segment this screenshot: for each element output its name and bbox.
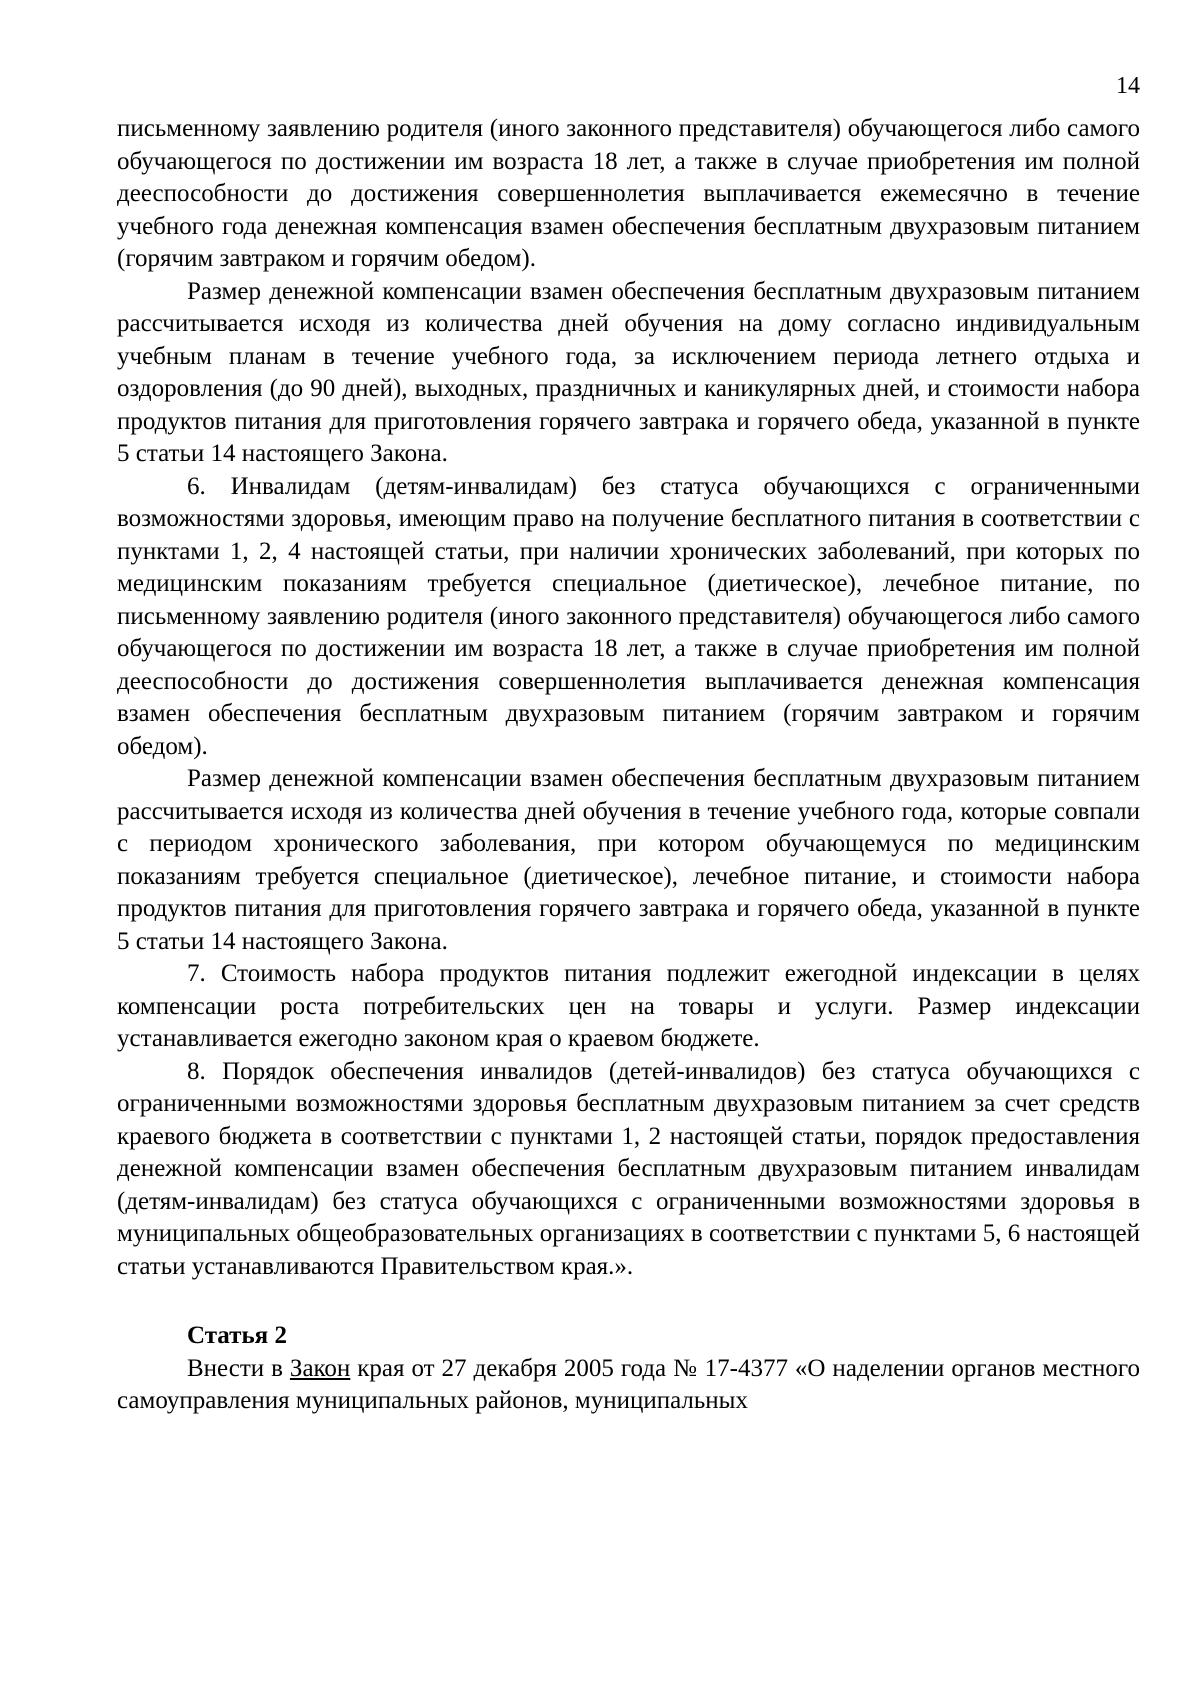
page-number: 14: [1116, 73, 1140, 99]
paragraph-compensation-size: Размер денежной компенсации взамен обеспечения бесплатным двухразовым питанием рассчитывается исходя из количества дней обучения на дому согласно индивидуальным учебным планам в течение учебного года, за исключением периода летнего отдыха и оздоровления (до 90 дней), выходных, праздничных и каникулярных дней, и стоимости набора продуктов питания для приготовления горячего завтрака и горячего обеда, указанной в пункте 5 статьи 14 настоящего Закона.: [117, 277, 1140, 467]
article-text-before-link: Внести в: [187, 1354, 290, 1382]
law-link[interactable]: Закон: [289, 1354, 351, 1382]
paragraph-item-7: 7. Стоимость набора продуктов питания подлежит ежегодной индексации в целях компенсации роста потребительских цен на товары и услуги. Размер индексации устанавливается ежегодно законом края о краевом бюджете.: [117, 960, 1140, 1052]
paragraph-continuation: письменному заявлению родителя (иного законного представителя) обучающегося либо самого обучающегося по достижении им возраста 18 лет, а также в случае приобретения им полной дееспособности до достижения совершеннолетия выплачивается ежемесячно в течение учебного года денежная компенсация взамен обеспечения бесплатным двухразовым питанием (горячим завтраком и горячим обедом).: [117, 115, 1140, 272]
article-text-after-link: края от 27 декабря 2005 года № 17-4377 «О наделении органов местного самоуправления муниципальных районов, муниципальных: [117, 1354, 1140, 1414]
document-body: [117, 113, 1140, 1418]
article-2-paragraph: [117, 1353, 1140, 1418]
paragraph-compensation-size-2: Размер денежной компенсации взамен обеспечения бесплатным двухразовым питанием рассчитывается исходя из количества дней обучения в течение учебного года, которые совпали с периодом хронического заболевания, при котором обучающемуся по медицинским показаниям требуется специальное (диетическое), лечебное питание, и стоимости набора продуктов питания для приготовления горячего завтрака и горячего обеда, указанной в пункте 5 статьи 14 настоящего Закона.: [117, 765, 1140, 955]
article-heading: Статья 2: [187, 1322, 287, 1349]
paragraph-item-6: 6. Инвалидам (детям-инвалидам) без статуса обучающихся с ограниченными возможностями здоровья, имеющим право на получение бесплатного питания в соответствии с пунктами 1, 2, 4 настоящей статьи, при наличии хронических заболеваний, при которых по медицинским показаниям требуется специальное (диетическое), лечебное питание, по письменному заявлению родителя (иного законного представителя) обучающегося либо самого обучающегося по достижении им возраста 18 лет, а также в случае приобретения им полной дееспособности до достижения совершеннолетия выплачивается денежная компенсация взамен обеспечения бесплатным двухразовым питанием (горячим завтраком и горячим обедом).: [117, 472, 1140, 760]
paragraph-item-8: 8. Порядок обеспечения инвалидов (детей-инвалидов) без статуса обучающихся с ограниченными возможностями здоровья бесплатным двухразовым питанием за счет средств краевого бюджета в соответствии с пунктами 1, 2 настоящей статьи, порядок предоставления денежной компенсации взамен обеспечения бесплатным двухразовым питанием инвалидам (детям-инвалидам) без статуса обучающихся с ограниченными возможностями здоровья в муниципальных общеобразовательных организациях в соответствии с пунктами 5, 6 настоящей статьи устанавливаются Правительством края.».: [117, 1057, 1140, 1280]
